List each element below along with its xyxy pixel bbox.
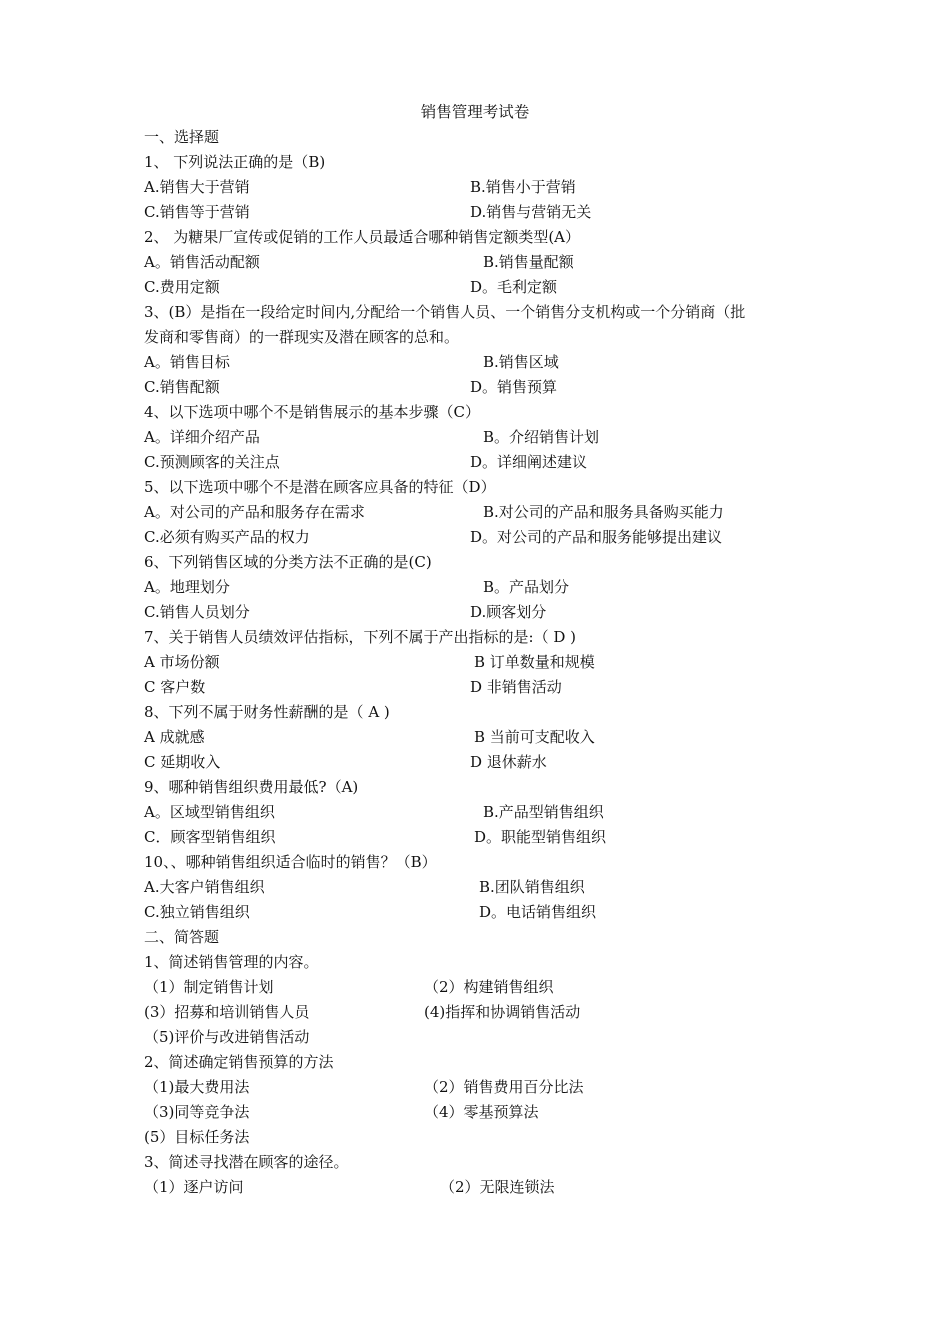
answer-item: (3）招募和培训销售人员 [144,1003,310,1021]
option-d: D。电话销售组织 [479,903,597,921]
answer-item: （2）销售费用百分比法 [424,1078,584,1096]
option-a: A。销售目标 [144,353,230,371]
option-a: A 成就感 [144,728,205,746]
answer-item: (5）目标任务法 [144,1128,250,1146]
option-a: A。区域型销售组织 [144,803,275,821]
answer-item: （2）无限连锁法 [440,1178,555,1196]
option-b: B。产品划分 [483,578,570,596]
option-a: A。销售活动配额 [144,253,260,271]
question-stem: 5、以下选项中哪个不是潜在顾客应具备的特征（D） [144,478,496,496]
option-c: C 延期收入 [144,753,221,771]
option-b: B。介绍销售计划 [483,428,600,446]
option-c: C．顾客型销售组织 [144,828,276,846]
option-b: B.对公司的产品和服务具备购买能力 [483,503,724,521]
option-c: C.费用定额 [144,278,220,296]
section-heading-choice: 一、选择题 [144,128,220,146]
question-stem: 9、哪种销售组织费用最低?（A) [144,778,359,796]
option-d: D。对公司的产品和服务能够提出建议 [470,528,723,546]
option-a: A。详细介绍产品 [144,428,260,446]
option-d: D 非销售活动 [470,678,562,696]
question-stem-line-1: 3、(B）是指在一段给定时间内,分配给一个销售人员、一个销售分支机构或一个分销商（批 [144,303,746,321]
option-a: A。对公司的产品和服务存在需求 [144,503,365,521]
answer-item: （2）构建销售组织 [424,978,554,996]
option-c: C.预测顾客的关注点 [144,453,280,471]
option-c: C.独立销售组织 [144,903,250,921]
option-c: C.销售配额 [144,378,220,396]
option-d: D.销售与营销无关 [470,203,592,221]
option-d: D。职能型销售组织 [474,828,607,846]
question-stem: 4、以下选项中哪个不是销售展示的基本步骤（C） [144,403,481,421]
answer-item: （4）零基预算法 [424,1103,539,1121]
option-d: D。详细阐述建议 [470,453,588,471]
option-a: A.销售大于营销 [144,178,250,196]
option-d: D.顾客划分 [470,603,547,621]
answer-item: (4)指挥和协调销售活动 [424,1003,581,1021]
option-c: C.必须有购买产品的权力 [144,528,310,546]
option-a: A 市场份额 [144,653,220,671]
document-title: 销售管理考试卷 [420,103,530,121]
short-answer-stem: 2、简述确定销售预算的方法 [144,1053,334,1071]
question-stem: 7、关于销售人员绩效评估指标，下列不属于产出指标的是:（ D ) [144,628,577,646]
short-answer-stem: 3、简述寻找潜在顾客的途径。 [144,1153,349,1171]
answer-item: （3)同等竞争法 [144,1103,250,1121]
option-a: A。地理划分 [144,578,230,596]
section-heading-short-answer: 二、简答题 [144,928,220,946]
option-b: B.销售小于营销 [470,178,576,196]
option-b: B.团队销售组织 [479,878,585,896]
option-c: C 客户数 [144,678,206,696]
question-stem-line-2: 发商和零售商）的一群现实及潜在顾客的总和。 [144,328,460,346]
option-a: A.大客户销售组织 [144,878,265,896]
option-c: C.销售等于营销 [144,203,250,221]
answer-item: （5)评价与改进销售活动 [144,1028,310,1046]
question-stem: 6、下列销售区域的分类方法不正确的是(C) [144,553,432,571]
option-b: B.销售区域 [483,353,559,371]
question-stem: 1、 下列说法正确的是（B) [144,153,326,171]
option-c: C.销售人员划分 [144,603,250,621]
answer-item: （1）逐户访问 [144,1178,244,1196]
question-stem: 2、 为糖果厂宣传或促销的工作人员最适合哪种销售定额类型(A） [144,228,580,246]
option-b: B.销售量配额 [483,253,574,271]
short-answer-stem: 1、简述销售管理的内容。 [144,953,319,971]
option-d: D。销售预算 [470,378,558,396]
answer-item: （1）制定销售计划 [144,978,274,996]
option-b: B 订单数量和规模 [474,653,595,671]
option-b: B 当前可支配收入 [474,728,595,746]
option-d: D。毛利定额 [470,278,558,296]
option-d: D 退休薪水 [470,753,547,771]
answer-item: （1)最大费用法 [144,1078,250,1096]
question-stem: 8、下列不属于财务性薪酬的是（ A ) [144,703,390,721]
question-stem: 10、、哪种销售组织适合临时的销售？（B） [144,853,437,871]
option-b: B.产品型销售组织 [483,803,604,821]
